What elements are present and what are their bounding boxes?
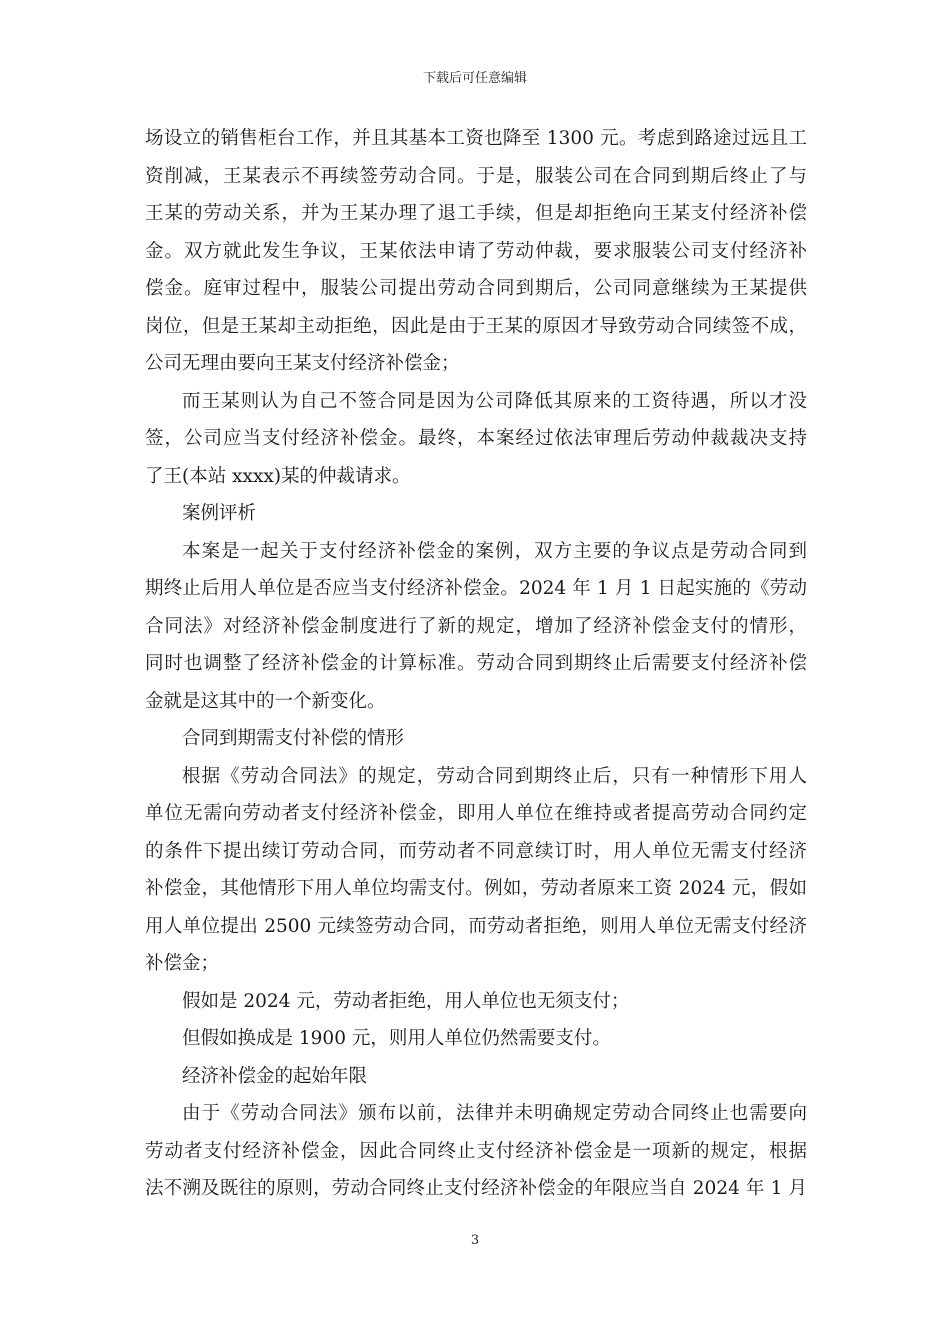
text-line: 而王某则认为自己不签合同是因为公司降低其原来的工资待遇，所以才没 (182, 390, 807, 412)
text-line: 案例评析 (182, 503, 257, 524)
text-line: 本案是一起关于支付经济补偿金的案例，双方主要的争议点是劳动合同到 (182, 540, 807, 562)
text-line: 王某的劳动关系，并为王某办理了退工手续，但是却拒绝向王某支付经济补偿 (145, 203, 807, 224)
text-line: 单位无需向劳动者支付经济补偿金，即用人单位在维持或者提高劳动合同约定 (145, 803, 807, 824)
text-line: 公司无理由要向王某支付经济补偿金； (145, 353, 460, 374)
text-line: 假如是 2024 元，劳动者拒绝，用人单位也无须支付； (182, 990, 630, 1012)
text-line: 期终止后用人单位是否应当支付经济补偿金。2024 年 1 月 1 日起实施的《劳动 (145, 578, 807, 599)
text-line: 金就是这其中的一个新变化。 (145, 690, 386, 712)
text-line: 根据《劳动合同法》的规定，劳动合同到期终止后，只有一种情形下用人 (182, 765, 807, 787)
text-line: 了王(本站 xxxx)某的仲裁请求。 (145, 465, 411, 487)
text-line: 但假如换成是 1900 元，则用人单位仍然需要支付。 (182, 1028, 611, 1049)
text-line: 补偿金，其他情形下用人单位均需支付。例如，劳动者原来工资 2024 元，假如 (145, 878, 807, 899)
text-line: 劳动者支付经济补偿金，因此合同终止支付经济补偿金是一项新的规定，根据 (145, 1140, 807, 1162)
document-body (145, 120, 807, 1208)
text-line: 的条件下提出续订劳动合同，而劳动者不同意续订时，用人单位无需支付经济 (145, 840, 807, 862)
text-line: 经济补偿金的起始年限 (182, 1065, 368, 1087)
text-line: 用人单位提出 2500 元续签劳动合同，而劳动者拒绝，则用人单位无需支付经济 (145, 915, 807, 937)
text-line: 场设立的销售柜台工作，并且其基本工资也降至 1300 元。考虑到路途过远且工 (145, 128, 807, 149)
text-line: 合同法》对经济补偿金制度进行了新的规定，增加了经济补偿金支付的情形， (145, 615, 807, 637)
page-header: 下载后可任意编辑 (422, 71, 527, 86)
text-line: 法不溯及既往的原则，劳动合同终止支付经济补偿金的年限应当自 2024 年 1 月 (145, 1178, 807, 1199)
text-line: 合同到期需支付补偿的情形 (182, 728, 405, 749)
text-line: 偿金。庭审过程中，服装公司提出劳动合同到期后，公司同意继续为王某提供 (145, 278, 807, 299)
text-line: 金。双方就此发生争议，王某依法申请了劳动仲裁，要求服装公司支付经济补 (145, 240, 807, 262)
text-line: 由于《劳动合同法》颁布以前，法律并未明确规定劳动合同终止也需要向 (182, 1103, 807, 1124)
text-line: 签，公司应当支付经济补偿金。最终，本案经过依法审理后劳动仲裁裁决支持 (145, 428, 807, 449)
page-number: 3 (470, 1233, 480, 1248)
text-line: 同时也调整了经济补偿金的计算标准。劳动合同到期终止后需要支付经济补偿 (145, 653, 807, 674)
text-line: 资削减，王某表示不再续签劳动合同。于是，服装公司在合同到期后终止了与 (145, 165, 807, 187)
text-line: 岗位，但是王某却主动拒绝，因此是由于王某的原因才导致劳动合同续签不成， (145, 315, 807, 337)
text-line: 补偿金； (145, 953, 220, 974)
